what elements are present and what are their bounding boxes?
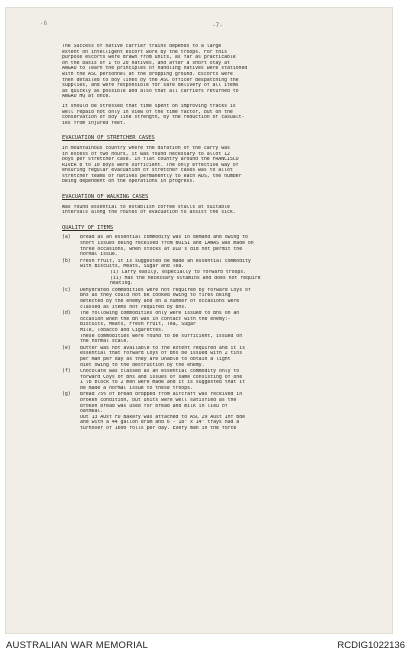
- text-line: Dehydrated commodities were not required by forward Coys of: [80, 287, 251, 293]
- text-line: as quickly as possible and also that all carriers returned to: [62, 88, 239, 94]
- text-line: and with a 44 gallon drum and 6 - 18" x 14" trays had a: [80, 420, 240, 426]
- archive-footer: [0, 638, 413, 654]
- text-line: supplies, and were responsible for safe delivery of all items: [62, 83, 239, 89]
- section-heading: EVACUATION OF STRETCHER CASES: [62, 135, 155, 142]
- sub-item-line: (i) Carry easily, especially to forward troops.: [110, 270, 247, 275]
- text-line: in excess of two hours, it was found necessary to allot 12: [62, 151, 230, 157]
- supply-item: [62, 288, 368, 310]
- page-number: -7-: [212, 22, 223, 29]
- tracks-paragraph: [62, 104, 368, 126]
- text-line: normal issue.: [80, 252, 118, 258]
- text-line: Out 13 Aust FD Bakery was attached to ASC 29 Aust Inf Bde: [80, 414, 245, 420]
- item-letter: (a): [62, 234, 71, 241]
- text-line: diet owing to the destruction by the enemy.: [80, 362, 205, 368]
- text-line: broken condition, but units were well satisfied as the: [80, 398, 237, 404]
- text-line: Bread 75% of bread dropped from aircraft was received in: [80, 392, 243, 398]
- supply-item: [62, 346, 368, 368]
- text-line: ies from injured feet.: [62, 120, 126, 126]
- text-line: Fresh Fruit, it is suggested be made an essential commodity: [80, 258, 251, 264]
- intro-paragraph: [62, 44, 368, 100]
- text-line: on the basis of 1 to 20 natives, and after a short stay at: [62, 60, 230, 66]
- text-line: turnover of 1600 rolls per day. Every man in the force: [80, 426, 237, 432]
- section-paragraph: [62, 205, 368, 216]
- text-line: Was found essential to establish coffee stalls at suitable: [62, 204, 230, 210]
- text-line: three occasions, when stocks at DID's did not permit the: [80, 246, 243, 252]
- text-line: per man per day as they are unable to obtain a light: [80, 356, 231, 362]
- text-line: Bread as an essential commodity was in demand and owing to: [80, 235, 248, 241]
- text-line: The Success of native carrier trains depends to a large: [62, 44, 222, 49]
- sub-item-line: heating.: [110, 281, 134, 287]
- text-line: occasion when the Bn was in contact with the enemy:-: [80, 316, 231, 322]
- text-line: be made a normal issue to these troops.: [80, 385, 193, 391]
- text-line: with Biscuits, Meats, Sugar and Tea.: [80, 264, 185, 270]
- text-line: with the ASC personnel at the dropping ground. Escorts were: [62, 71, 233, 77]
- text-line: These commodities were found to be sufficient, issued on: [80, 333, 243, 339]
- text-line: 1 lb block to 2 men were made and it is suggested that it: [80, 380, 245, 386]
- text-line: forward Coys of Bns and issues of same consisting of one: [80, 374, 243, 380]
- evacuation-sections: [62, 136, 368, 216]
- text-line: ANGAU to learn the principles of handling natives were stationed: [62, 66, 248, 72]
- text-line: Biscuits, Meats, Fresh Fruit, Tea, Sugar: [80, 322, 196, 328]
- text-line: RIVER 8 to 10 boys were sufficient. The only effective way of: [62, 162, 239, 168]
- item-letter: (g): [62, 391, 71, 398]
- item-letter: (c): [62, 286, 71, 293]
- text-line: Butter was not available to the extent required and it is: [80, 345, 245, 351]
- text-line: intervals along the routes of evacuation to assist the sick.: [62, 210, 236, 216]
- text-line: The following commodities only were issued to Bns on an: [80, 311, 240, 317]
- item-letter: (e): [62, 344, 71, 351]
- text-line: ensuring regular evacuation of stretcher cases was to allot: [62, 168, 233, 174]
- text-line: short issues being received from BOISI and LAWAS was made on: [80, 241, 254, 247]
- text-line: Chocolate was classed as an essential commodity only to: [80, 369, 240, 375]
- supplies-heading: QUALITY OF ITEMS: [62, 224, 114, 231]
- sub-item-line: (ii) Has the necessary vitamins and does not require: [110, 275, 261, 281]
- section-paragraph: [62, 146, 368, 185]
- text-line: extent on intelligent escort work by the troops. For this: [62, 49, 227, 55]
- text-line: Milk, Tobacco and Cigarettes.: [80, 327, 164, 333]
- text-line: then detailed to boy lines by the ASC officer despatching the: [62, 77, 239, 83]
- text-line: being dependent on the operations in progress.: [62, 179, 196, 185]
- footer-source: AUSTRALIAN WAR MEMORIAL: [6, 640, 149, 651]
- section-heading: EVACUATION OF WALKING CASES: [62, 194, 149, 201]
- footer-reference: RCDIG1022136: [337, 640, 405, 651]
- text-line: oatmeal.: [80, 409, 104, 415]
- supply-item: [62, 311, 368, 345]
- supply-item: [62, 259, 368, 287]
- supply-item: [62, 392, 368, 431]
- text-line: essential that forward Coys of Bns be issued with 2 tins: [80, 351, 243, 357]
- document-body: [62, 44, 368, 433]
- supply-item: [62, 369, 368, 391]
- item-letter: (f): [62, 368, 71, 375]
- text-line: ANGAU HQ at once.: [62, 94, 112, 100]
- text-line: stretcher teams of natives permanently to each ADS, the number: [62, 173, 242, 179]
- corner-mark: -6: [40, 20, 48, 27]
- text-line: purpose escorts were drawn from units, as far as practicable: [62, 55, 236, 61]
- text-line: Bns as they could not be cooked owing to fires being: [80, 293, 231, 299]
- text-line: It should be stressed that time spent on improving tracks is: [62, 103, 236, 109]
- text-line: the normal scale.: [80, 339, 130, 345]
- item-letter: (d): [62, 310, 71, 317]
- supply-item: [62, 235, 368, 257]
- supplies-list: [62, 235, 368, 431]
- text-line: well repaid not only in view of the time factor, but on the: [62, 109, 233, 115]
- text-line: In mountainous country where the duration of the carry was: [62, 145, 230, 151]
- text-line: broken bread was used for bread and milk in lieu of: [80, 403, 228, 409]
- text-line: classed as items not required by Bns.: [80, 304, 188, 310]
- item-letter: (b): [62, 257, 71, 264]
- text-line: conservation of boy line strength, by the reduction of casualt-: [62, 115, 245, 121]
- text-line: detected by the enemy and on a number of occasions were: [80, 298, 240, 304]
- text-line: boys per stretcher case. In flat country around the FRANCISCO: [62, 157, 239, 163]
